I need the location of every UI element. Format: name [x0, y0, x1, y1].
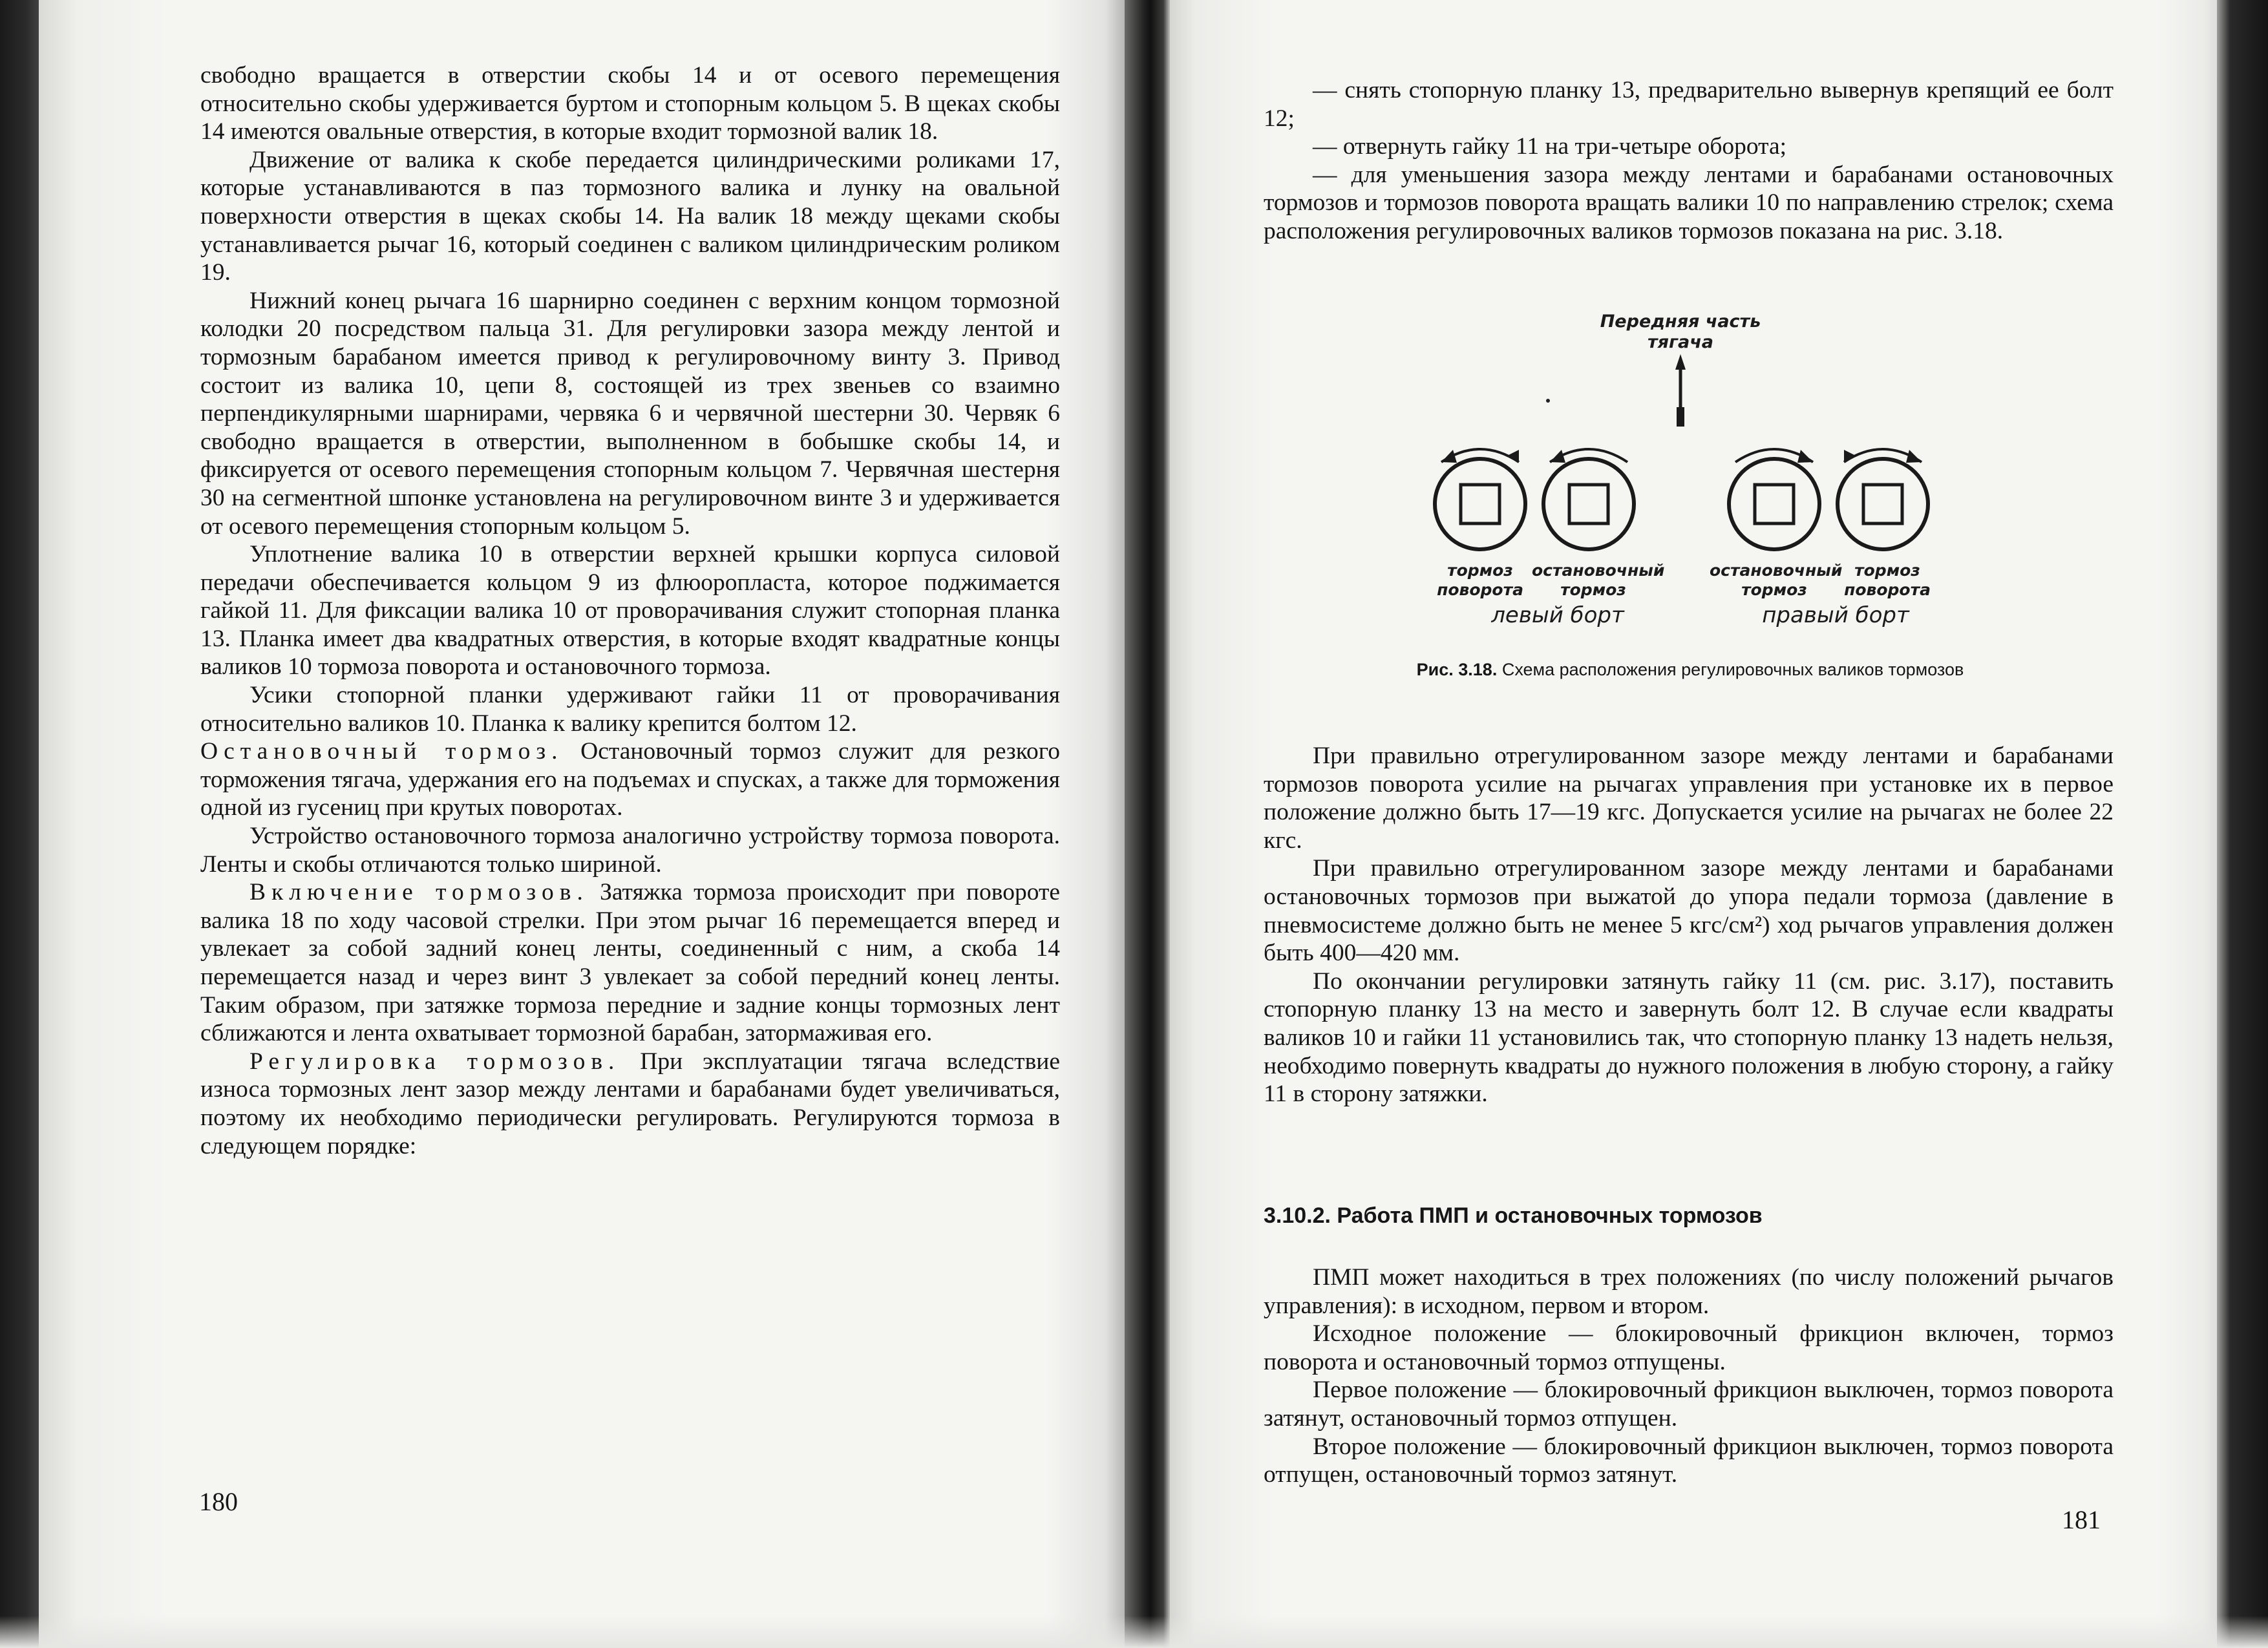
paragraph: ПМП может находиться в трех положениях (по числу положений рычагов управления): в исходном, первом и втором.	[1264, 1264, 2114, 1319]
front-arrow-icon	[1675, 354, 1686, 427]
page-bottom-shadow	[0, 1616, 2268, 1648]
paragraph: Первое положение — блокировочный фрикцион выключен, тормоз поворота затянут, остановочный тормоз отпущен.	[1264, 1377, 2114, 1431]
list-item: — снять стопорную планку 13, предварительно вывернув крепящий ее болт 12;	[1264, 77, 2114, 132]
paragraph: Уплотнение валика 10 в отверстии верхней крышки корпуса силовой передачи обеспечивается кольцом 9 из флюоропласта, которое поджимается гайкой 11. Для фиксации валика 10 от проворачивания служит стопорная планка 13. Планка имеет два квадратных отверстия, в которые входят квадратные концы валиков 10 тормоза поворота и остановочного тормоза.	[200, 541, 1060, 681]
paragraph-stop-brake	[200, 737, 1060, 822]
run-in-heading: Регулировка тормозов.	[249, 1048, 620, 1075]
adjust-steps-list	[1264, 76, 2114, 246]
label-left-stop-brake: остановочный тормоз	[1532, 561, 1665, 599]
paragraph: Второе положение — блокировочный фрикцион выключен, тормоз поворота отпущен, остановочный тормоз затянут.	[1264, 1433, 2114, 1488]
label-left-side: левый борт	[1491, 602, 1624, 628]
paragraph: Движение от валика к скобе передается цилиндрическими роликами 17, которые устанавливаются в паз тормозного валика и лунку на овальной поверхности отверстия в щеках скобы 14. На валик 18 между щеками скобы устанавливается рычаг 16, который соединен с валиком цилиндрическим роликом 19.	[200, 146, 1060, 286]
brake-shafts-diagram	[1415, 304, 1997, 653]
page-number-right: 181	[2062, 1505, 2101, 1534]
shaft-left-stop-brake	[1543, 449, 1634, 549]
run-in-heading: Включение тормозов.	[249, 879, 589, 906]
paragraph: Усики стопорной планки удерживают гайки 11 от проворачивания относительно валиков 10. Планка к валику крепится болтом 12.	[200, 682, 1060, 737]
label-right-turn-brake: тормоз поворота	[1844, 561, 1931, 599]
label-right-stop-brake: остановочный тормоз	[1710, 561, 1843, 599]
paragraph: свободно вращается в отверстии скобы 14 и от осевого перемещения относительно скобы удерживается буртом и стопорным кольцом 5. В щеках скобы 14 имеются овальные отверстия, в которые входит тормозной валик 18.	[200, 62, 1060, 145]
right-page-text	[1264, 742, 2114, 1108]
paragraph: При правильно отрегулированном зазоре между лентами и барабанами остановочных тормозов при выжатой до упора педали тормоза (давление в пневмосистеме должно быть не менее 5 кгс/см²) ход рычагов управления должен быть 400—420 мм.	[1264, 855, 2114, 967]
paragraph: Устройство остановочного тормоза аналогично устройству тормоза поворота. Ленты и скобы отличаются только шириной.	[200, 823, 1060, 878]
book-gutter	[1125, 0, 1170, 1648]
section-title: 3.10.2. Работа ПМП и остановочных тормозов	[1264, 1203, 1763, 1228]
run-in-heading: Остановочный тормоз.	[200, 738, 564, 765]
paragraph: При правильно отрегулированном зазоре между лентами и барабанами тормозов поворота усилие на рычагах управления при установке их в первое положение должно быть 17—19 кгс. Допускается усилие на рычагах не более 22 кгс.	[1264, 743, 2114, 854]
label-left-turn-brake: тормоз поворота	[1437, 561, 1523, 599]
book-edge-right	[2217, 0, 2268, 1648]
shaft-right-stop-brake	[1729, 449, 1819, 549]
list-item: — для уменьшения зазора между лентами и барабанами остановочных тормозов и тормозов поворота вращать валики 10 по направлению стрелок; схема расположения регулировочных валиков тормозов показана на рис. 3.18.	[1264, 161, 2114, 244]
paragraph-text: Затяжка тормоза происходит при повороте валика 18 по ходу часовой стрелки. При этом рычаг 16 перемещается вперед и увлекает за собой задний конец ленты, соединенный с ним, а скоба 14 перемещается назад и через винт 3 увлекает за собой передний конец ленты. Таким образом, при затяжке тормоза передние и задние концы тормозных лент сближаются и лента охватывает тормозной барабан, затормаживая его.	[200, 879, 1060, 1047]
caption-text: Схема расположения регулировочных валиков тормозов	[1497, 660, 1964, 679]
label-right-side: правый борт	[1762, 602, 1909, 628]
page-number-left: 180	[199, 1487, 238, 1516]
paragraph: Нижний конец рычага 16 шарнирно соединен с верхним концом тормозной колодки 20 посредством пальца 31. Для регулировки зазора между лентой и тормозным барабаном имеется привод к регулировочному винту 3. Привод состоит из валика 10, цепи 8, состоящей из трех звеньев со взаимно перпендикулярными шарнирами, червяка 6 и червячной шестерни 30. Червяк 6 свободно вращается в отверстии, выполненном в бобышке скобы 14, и фиксируется от осевого перемещения стопорным кольцом 7. Червячная шестерня 30 на сегментной шпонке установлена на регулировочном винте 3 и удерживается от осевого перемещения стопорным кольцом 5.	[200, 287, 1060, 540]
figure-3-18	[1415, 304, 1997, 653]
shaft-right-turn-brake	[1838, 449, 1928, 549]
paragraph-adjust	[200, 1048, 1060, 1160]
paragraph: Исходное положение — блокировочный фрикцион включен, тормоз поворота и остановочный тормоз отпущены.	[1264, 1320, 2114, 1375]
right-page-section-text	[1264, 1263, 2114, 1489]
paragraph: По окончании регулировки затянуть гайку 11 (см. рис. 3.17), поставить стопорную планку 13 на место и завернуть болт 12. В случае если квадраты валиков 10 и гайки 11 установились так, что стопорную планку 13 надеть нельзя, необходимо повернуть квадраты до нужного положения в любую сторону, а гайку 11 в сторону затяжки.	[1264, 967, 2114, 1108]
shaft-left-turn-brake	[1435, 449, 1525, 549]
left-page-text	[200, 61, 1060, 1160]
caption-number: Рис. 3.18.	[1416, 660, 1498, 679]
front-label: Передняя часть тягача	[1600, 312, 1761, 352]
figure-caption	[1390, 659, 1991, 680]
paragraph-text: Остановочный тормоз служит для резкого торможения тягача, удержания его на подъемах и спусках, а также для торможения одной из гусениц при крутых поворотах.	[200, 738, 1060, 821]
paragraph-text: При эксплуатации тягача вследствие износа тормозных лент зазор между лентами и барабанами будет увеличиваться, поэтому их необходимо периодически регулировать. Регулируются тормоза в следующем порядке:	[200, 1048, 1060, 1159]
list-item: — отвернуть гайку 11 на три-четыре оборота;	[1313, 133, 1787, 160]
paragraph-engage	[200, 878, 1060, 1048]
